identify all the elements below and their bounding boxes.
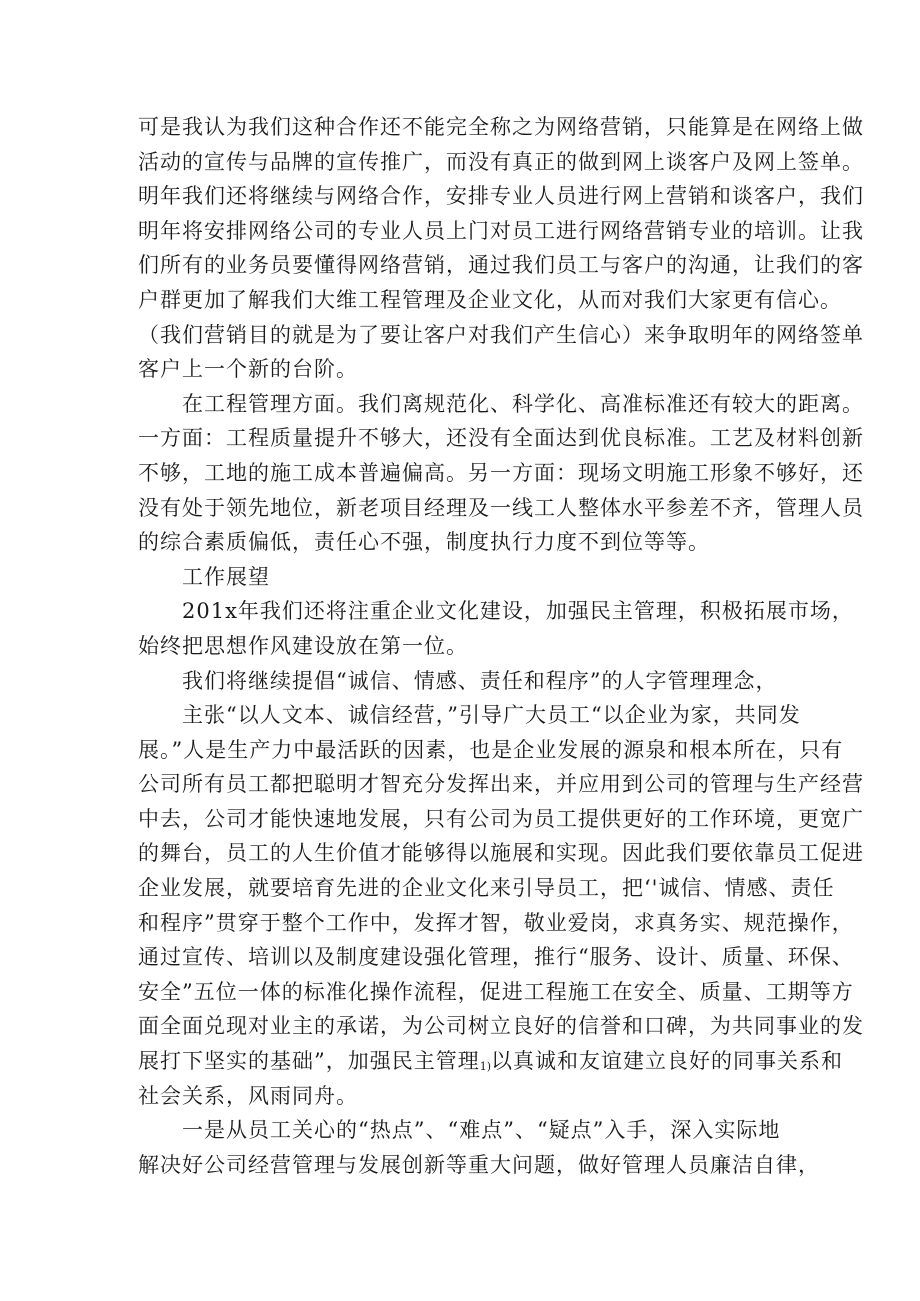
text-line: 一方面：工程质量提升不够大，还没有全面达到优良标准。工艺及材料创新 — [138, 426, 864, 451]
text-line: 公司所有员工都把聪明才智充分发挥出来，并应用到公司的管理与生产经营 — [138, 772, 864, 797]
text-line: 中去，公司才能快速地发展，只有公司为员工提供更好的工作环境，更宽广 — [138, 806, 864, 831]
text-segment: 展打下坚实的基础”，加强民主管理 — [138, 1049, 480, 1074]
text-line: 活动的宣传与品牌的宣传推广，而没有真正的做到网上谈客户及网上签单。 — [138, 149, 864, 174]
text-line: 始终把思想作风建设放在第一位。 — [138, 633, 468, 658]
paragraph-first-line: 我们将继续提倡“诚信、情感、责任和程序”的人字管理理念， — [182, 668, 778, 693]
text-line: 们所有的业务员要懂得网络营销，通过我们员工与客户的沟通，让我们的客 — [138, 253, 864, 278]
section-heading: 工作展望 — [182, 564, 270, 589]
paragraph-first-line: 一是从员工关心的“热点”、“难点”、“疑点”入手，深入实际地 — [182, 1118, 781, 1143]
text-line: 通过宣传、培训以及制度建设强化管理，推行“服务、设计、质量、环保、 — [138, 945, 854, 970]
text-line: 客户上一个新的台阶。 — [138, 357, 358, 382]
text-line: 社会关系，风雨同舟。 — [138, 1083, 358, 1108]
footnote-marker: 1) — [479, 1060, 492, 1074]
text-line: 可是我认为我们这种合作还不能完全称之为网络营销，只能算是在网络上做 — [138, 115, 864, 139]
body-text — [138, 110, 864, 1182]
text-segment: 以真诚和友谊建立良好的同事关系和 — [491, 1049, 844, 1074]
text-line: 和程序”贯穿于整个工作中，发挥才智，敬业爱岗，求真务实、规范操作， — [138, 910, 854, 935]
text-line: 明年将安排网络公司的专业人员上门对员工进行网络营销专业的培训。让我 — [138, 218, 864, 243]
text-line: 的舞台，员工的人生价值才能够得以施展和实现。因此我们要依靠员工促进 — [138, 841, 864, 866]
text-line: 明年我们还将继续与网络合作，安排专业人员进行网上营销和谈客户，我们 — [138, 184, 864, 209]
text-line: 没有处于领先地位，新老项目经理及一线工人整体水平参差不齐，管理人员 — [138, 495, 864, 520]
paragraph-first-line: 201x年我们还将注重企业文化建设，加强民主管理，积极拓展市场， — [182, 599, 854, 624]
paragraph-first-line: 在工程管理方面。我们离规范化、科学化、高准标准还有较大的距离。 — [182, 391, 864, 416]
text-line: （我们营销目的就是为了要让客户对我们产生信心）来争取明年的网络签单 — [138, 322, 864, 347]
text-line: 的综合素质偏低，责任心不强，制度执行力度不到位等等。 — [138, 530, 710, 555]
text-line: 面全面兑现对业主的承诺，为公司树立良好的信誉和口碑，为共同事业的发 — [138, 1014, 864, 1039]
text-line-with-footnote — [138, 1044, 844, 1079]
text-line: 不够，工地的施工成本普遍偏高。另一方面：现场文明施工形象不够好，还 — [138, 460, 864, 485]
text-line: 解决好公司经营管理与发展创新等重大问题，做好管理人员廉洁自律， — [138, 1152, 820, 1177]
text-line: 安全”五位一体的标准化操作流程，促进工程施工在安全、质量、工期等方 — [138, 979, 854, 1004]
text-line: 展。”人是生产力中最活跃的因素，也是企业发展的源泉和根本所在，只有 — [138, 737, 844, 762]
text-line: 户群更加了解我们大维工程管理及企业文化，从而对我们大家更有信心。 — [138, 287, 842, 312]
text-line: 企业发展，就要培育先进的企业文化来引导员工，把‘'诚信、情感、责任 — [138, 876, 835, 901]
paragraph-first-line: 主张“以人文本、诚信经营，”引导广大员工“以企业为家，共同发 — [182, 703, 801, 728]
